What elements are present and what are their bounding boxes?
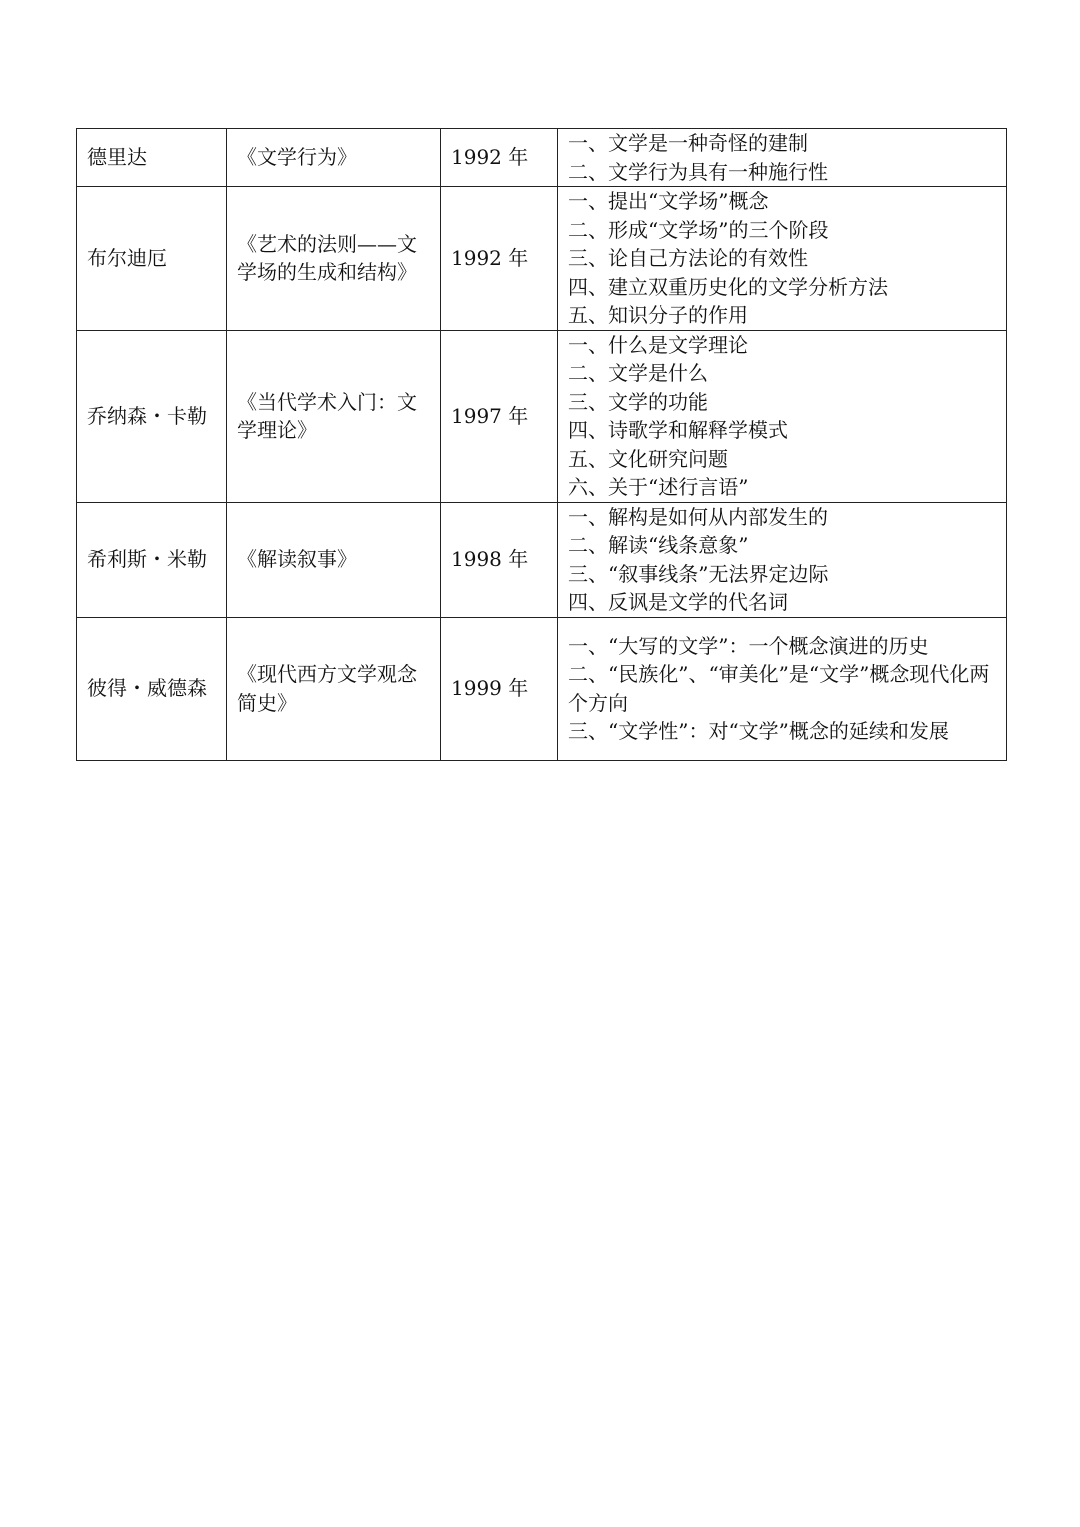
key-point: 二、文学行为具有一种施行性 — [568, 159, 828, 184]
author-cell: 彼得・威德森 — [77, 617, 227, 760]
key-point: 二、文学是什么 — [568, 361, 708, 385]
key-point: 三、文学的功能 — [568, 389, 708, 414]
literature-theory-table — [76, 128, 1007, 761]
year-cell: 1999 年 — [441, 617, 558, 760]
year-cell: 1992 年 — [441, 187, 558, 331]
key-point: 一、提出“文学场”概念 — [568, 189, 769, 213]
key-point: 三、论自己方法论的有效性 — [568, 246, 808, 270]
table-row — [77, 187, 1007, 331]
key-point: 二、“民族化”、“审美化”是“文学”概念现代化两个方向 — [568, 662, 990, 715]
key-points-cell — [558, 330, 1007, 502]
year-cell: 1998 年 — [441, 502, 558, 617]
key-point: 三、“叙事线条”无法界定边际 — [568, 561, 829, 586]
key-points-cell — [558, 502, 1007, 617]
key-point: 六、关于“述行言语” — [568, 475, 749, 499]
key-point: 二、解读“线条意象” — [568, 533, 749, 557]
key-points-cell — [558, 129, 1007, 187]
key-point: 三、“文学性”：对“文学”概念的延续和发展 — [568, 719, 949, 743]
table-row — [77, 330, 1007, 502]
work-title-cell: 《现代西方文学观念简史》 — [227, 617, 441, 760]
work-title-cell: 《当代学术入门：文学理论》 — [227, 330, 441, 502]
key-point: 五、文化研究问题 — [568, 446, 728, 471]
work-title-cell: 《文学行为》 — [227, 129, 441, 187]
author-cell: 希利斯・米勒 — [77, 502, 227, 617]
author-cell: 乔纳森・卡勒 — [77, 330, 227, 502]
work-title-cell: 《艺术的法则——文学场的生成和结构》 — [227, 187, 441, 331]
key-point: 四、反讽是文学的代名词 — [568, 590, 788, 614]
table-row — [77, 502, 1007, 617]
key-point: 一、解构是如何从内部发生的 — [568, 504, 828, 529]
work-title-cell: 《解读叙事》 — [227, 502, 441, 617]
year-cell: 1997 年 — [441, 330, 558, 502]
key-point: 一、文学是一种奇怪的建制 — [568, 131, 808, 155]
year-cell: 1992 年 — [441, 129, 558, 187]
key-point: 五、知识分子的作用 — [568, 303, 748, 327]
key-point: 四、建立双重历史化的文学分析方法 — [568, 274, 888, 299]
key-point: 四、诗歌学和解释学模式 — [568, 418, 788, 442]
table-row — [77, 617, 1007, 760]
table-row — [77, 129, 1007, 187]
author-cell: 德里达 — [77, 129, 227, 187]
key-point: 二、形成“文学场”的三个阶段 — [568, 217, 829, 242]
key-point: 一、“大写的文学”：一个概念演进的历史 — [568, 633, 929, 658]
key-points-cell — [558, 187, 1007, 331]
author-cell: 布尔迪厄 — [77, 187, 227, 331]
key-point: 一、什么是文学理论 — [568, 332, 748, 357]
key-points-cell — [558, 617, 1007, 760]
